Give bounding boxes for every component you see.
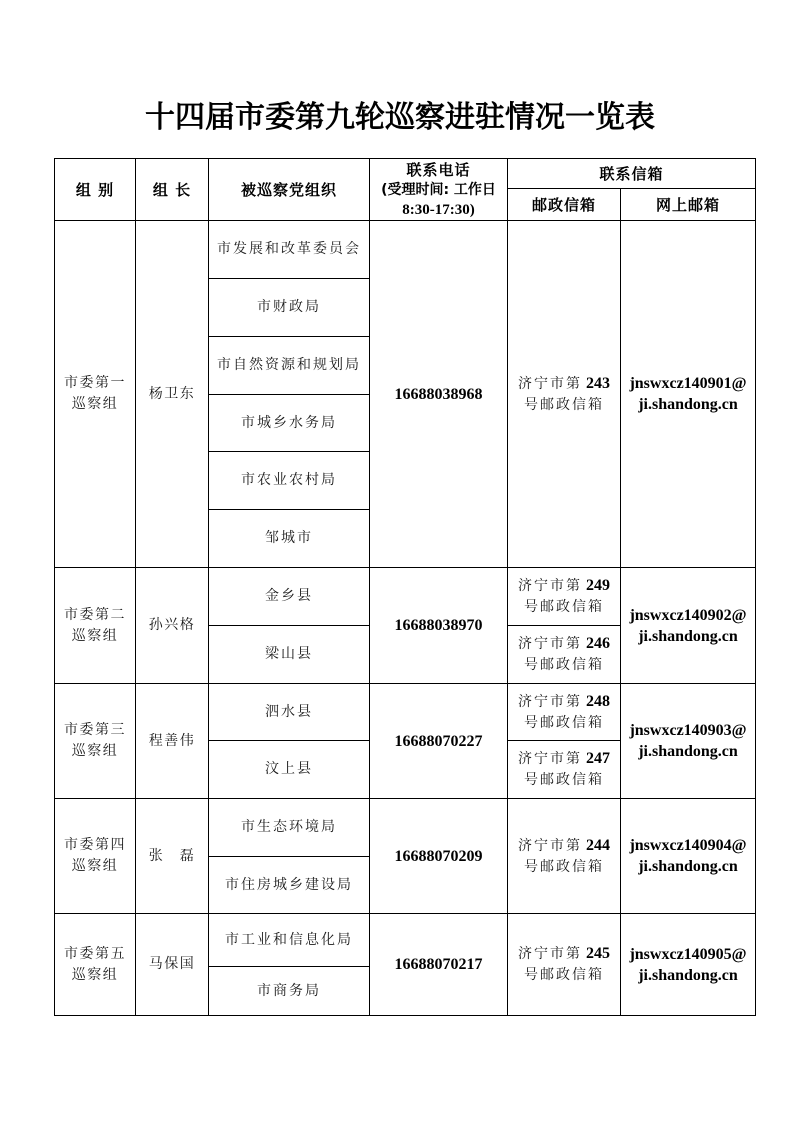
inspection-table xyxy=(54,158,756,1016)
header-leader: 组 长 xyxy=(152,180,192,199)
header-organization: 被巡察党组织 xyxy=(240,180,337,199)
postal-line xyxy=(518,835,610,857)
organization-cell xyxy=(209,568,370,626)
email-line: jnswxcz140905@ xyxy=(629,945,747,963)
postal-suffix: 号邮政信箱 xyxy=(524,858,604,875)
header-leader-cell xyxy=(136,159,209,221)
email-cell xyxy=(621,568,756,684)
organization-cell xyxy=(209,221,370,279)
organization-cell xyxy=(209,914,370,967)
group-name-line: 市委第一 xyxy=(64,375,126,391)
group-name-line: 市委第二 xyxy=(64,606,126,623)
postal-prefix: 济宁市第 xyxy=(518,946,582,962)
postal-box-cell xyxy=(508,221,621,568)
organization-name: 市住房城乡建设局 xyxy=(225,876,353,893)
organization-name: 泗水县 xyxy=(265,703,313,720)
postal-box-cell xyxy=(508,799,621,914)
postal-line xyxy=(518,691,610,713)
phone-number: 16688038968 xyxy=(394,385,483,403)
organization-name: 金乡县 xyxy=(265,588,313,604)
email-cell xyxy=(621,684,756,799)
group-leader-cell xyxy=(136,221,209,568)
header-phone-hours-label: (受理时间: 工作日 xyxy=(381,181,496,198)
postal-box-cell xyxy=(508,626,621,684)
postal-prefix: 济宁市第 xyxy=(518,578,582,594)
header-phone-cell xyxy=(370,159,508,221)
header-mailbox: 联系信箱 xyxy=(599,164,664,183)
header-mailbox-cell xyxy=(508,159,756,189)
organization-name: 市工业和信息化局 xyxy=(225,931,353,948)
postal-line xyxy=(518,575,610,597)
organization-cell xyxy=(209,741,370,799)
phone-number: 16688070209 xyxy=(394,847,483,865)
organization-name: 市农业农村局 xyxy=(241,472,337,488)
postal-number: 249 xyxy=(586,577,610,594)
group-leader: 杨卫东 xyxy=(148,385,196,402)
organization-cell xyxy=(209,684,370,741)
email-line: ji.shandong.cn xyxy=(638,966,738,984)
postal-box-cell xyxy=(508,568,621,626)
header-phone-title: 联系电话 xyxy=(406,160,471,179)
organization-name: 梁山县 xyxy=(265,646,313,662)
header-postal: 邮政信箱 xyxy=(531,195,596,214)
phone-number: 16688070227 xyxy=(394,732,483,750)
header-postal-cell xyxy=(508,189,621,221)
postal-prefix: 济宁市第 xyxy=(518,375,582,392)
header-email-cell xyxy=(621,189,756,221)
postal-number: 246 xyxy=(586,635,610,652)
organization-cell xyxy=(209,452,370,510)
document-title: 十四届市委第九轮巡察进驻情况一览表 xyxy=(145,100,655,135)
phone-cell xyxy=(370,914,508,1016)
postal-prefix: 济宁市第 xyxy=(518,837,582,854)
organization-cell xyxy=(209,510,370,568)
group-name-line: 巡察组 xyxy=(71,627,119,644)
phone-number: 16688038970 xyxy=(394,617,483,634)
postal-box-cell xyxy=(508,914,621,1016)
email-cell xyxy=(621,221,756,568)
email-line: jnswxcz140903@ xyxy=(629,722,747,739)
header-email: 网上邮箱 xyxy=(655,195,720,214)
header-group: 组 别 xyxy=(75,180,115,199)
postal-line xyxy=(518,373,610,395)
postal-number: 243 xyxy=(586,374,610,392)
email-line: ji.shandong.cn xyxy=(638,858,738,875)
postal-suffix: 号邮政信箱 xyxy=(524,714,604,731)
group-leader-cell xyxy=(136,568,209,684)
organization-name: 市城乡水务局 xyxy=(241,414,337,431)
organization-cell xyxy=(209,799,370,857)
postal-suffix: 号邮政信箱 xyxy=(524,599,604,615)
group-name-cell xyxy=(55,914,136,1016)
group-name-line: 巡察组 xyxy=(71,966,119,983)
header-organization-cell xyxy=(209,159,370,221)
email-line: ji.shandong.cn xyxy=(638,396,738,413)
header-group-cell xyxy=(55,159,136,221)
group-leader: 程善伟 xyxy=(148,732,196,749)
group-name-cell xyxy=(55,221,136,568)
organization-name: 市商务局 xyxy=(257,982,321,999)
phone-number: 16688070217 xyxy=(394,956,483,973)
postal-number: 248 xyxy=(586,692,610,710)
postal-line xyxy=(518,748,610,770)
email-cell xyxy=(621,914,756,1016)
phone-cell xyxy=(370,799,508,914)
email-cell xyxy=(621,799,756,914)
organization-cell xyxy=(209,279,370,337)
organization-cell xyxy=(209,395,370,452)
postal-suffix: 号邮政信箱 xyxy=(524,967,604,983)
group-name-cell xyxy=(55,568,136,684)
group-name-line: 市委第五 xyxy=(64,945,126,962)
group-name-line: 巡察组 xyxy=(71,743,119,759)
organization-name: 市生态环境局 xyxy=(241,819,337,835)
header-phone-hours-time: 8:30-17:30) xyxy=(402,201,475,218)
organization-cell xyxy=(209,967,370,1016)
email-line: jnswxcz140902@ xyxy=(629,606,747,624)
postal-prefix: 济宁市第 xyxy=(518,751,582,767)
postal-number: 245 xyxy=(586,945,610,962)
group-leader-cell xyxy=(136,799,209,914)
group-name-line: 巡察组 xyxy=(71,858,119,874)
group-name-line: 市委第四 xyxy=(64,837,126,853)
postal-line xyxy=(518,943,610,965)
postal-prefix: 济宁市第 xyxy=(518,636,582,652)
postal-box-cell xyxy=(508,741,621,799)
postal-prefix: 济宁市第 xyxy=(518,693,582,710)
email-line: ji.shandong.cn xyxy=(638,743,738,760)
phone-cell xyxy=(370,221,508,568)
organization-name: 市自然资源和规划局 xyxy=(217,357,361,373)
email-line: jnswxcz140904@ xyxy=(629,837,747,854)
postal-suffix: 号邮政信箱 xyxy=(524,657,604,673)
group-name-cell xyxy=(55,799,136,914)
group-name-cell xyxy=(55,684,136,799)
postal-line xyxy=(518,633,610,655)
organization-name: 市财政局 xyxy=(257,299,321,315)
organization-name: 市发展和改革委员会 xyxy=(217,241,361,257)
postal-suffix: 号邮政信箱 xyxy=(524,396,604,413)
organization-cell xyxy=(209,337,370,395)
organization-cell xyxy=(209,857,370,914)
email-line: jnswxcz140901@ xyxy=(629,375,747,392)
postal-number: 247 xyxy=(586,750,610,767)
postal-number: 244 xyxy=(586,836,610,854)
group-name-line: 巡察组 xyxy=(71,396,119,412)
phone-cell xyxy=(370,568,508,684)
postal-box-cell xyxy=(508,684,621,741)
group-leader-cell xyxy=(136,914,209,1016)
group-leader: 马保国 xyxy=(148,956,196,972)
organization-name: 汶上县 xyxy=(265,761,313,777)
postal-suffix: 号邮政信箱 xyxy=(524,772,604,788)
phone-cell xyxy=(370,684,508,799)
email-line: ji.shandong.cn xyxy=(638,627,738,645)
group-leader: 孙兴格 xyxy=(148,617,196,633)
organization-cell xyxy=(209,626,370,684)
group-name-line: 市委第三 xyxy=(64,722,126,738)
group-leader: 张 磊 xyxy=(148,847,196,864)
organization-name: 邹城市 xyxy=(265,530,313,546)
group-leader-cell xyxy=(136,684,209,799)
